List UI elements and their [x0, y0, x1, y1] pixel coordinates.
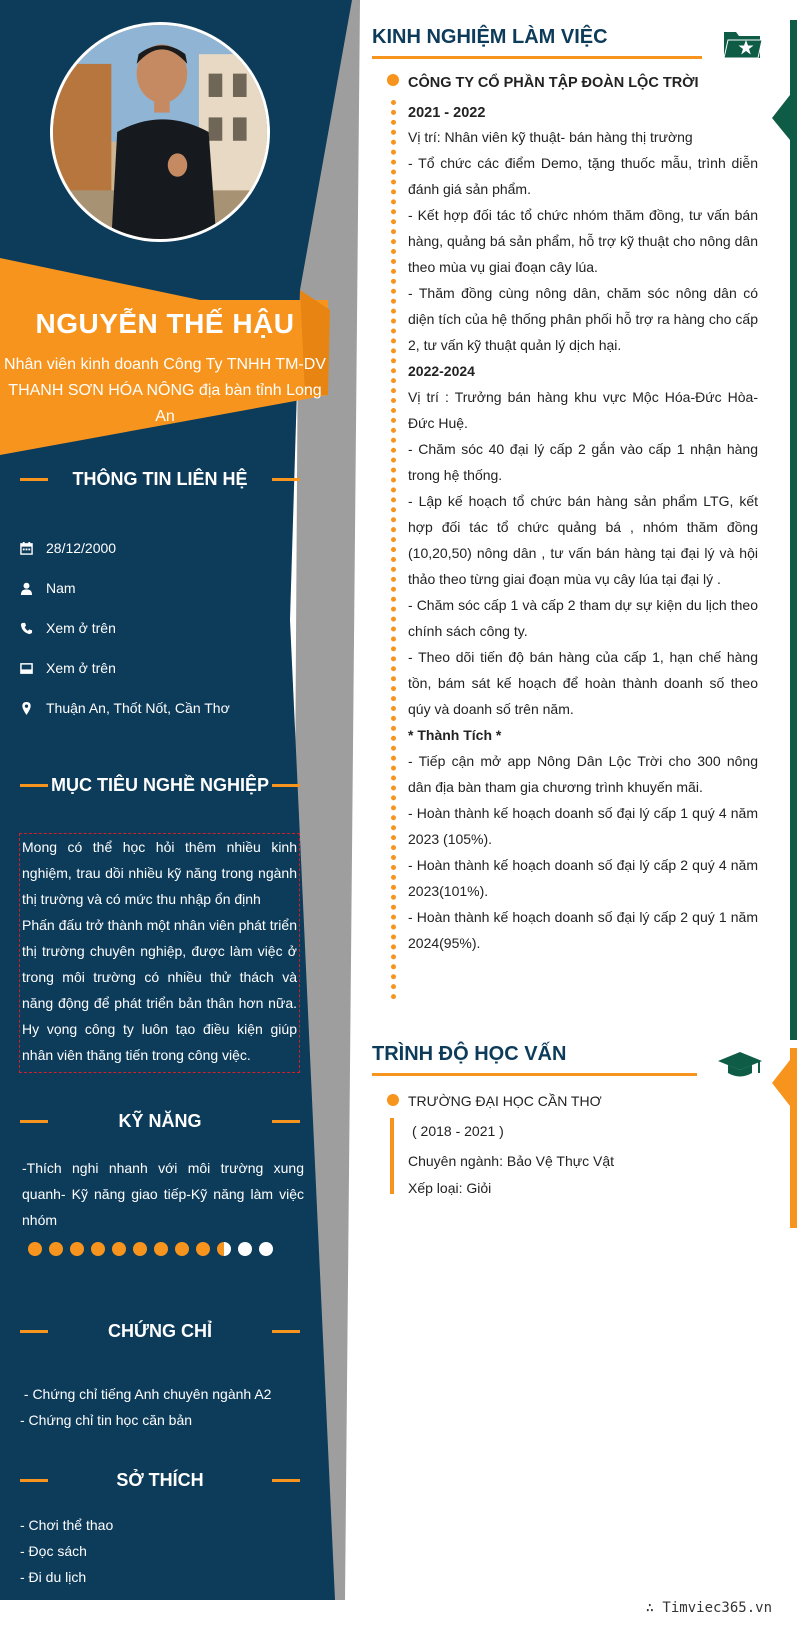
hobby-item: - Chơi thể thao — [20, 1517, 114, 1533]
contact-email — [20, 648, 310, 688]
experience-line: - Theo dõi tiến độ bán hàng của cấp 1, hạn chế hàng tồn, bám sát kế hoạch để hoàn thành doanh số theo qúy và doanh số trên năm. — [408, 649, 758, 717]
header-dash — [20, 784, 48, 787]
job-title: Nhân viên kinh doanh Công Ty TNHH TM-DV THANH SƠN HÓA NÔNG địa bàn tỉnh Long An — [4, 356, 326, 425]
watermark: ∴ Timviec365.vn — [645, 1600, 772, 1616]
folder-star-icon — [722, 26, 762, 62]
skill-dot — [238, 1242, 252, 1256]
education-grade: Xếp loại: Giỏi — [408, 1180, 492, 1196]
skill-dot — [196, 1242, 210, 1256]
company-name: CÔNG TY CỔ PHẦN TẬP ĐOÀN LỘC TRỜI — [408, 75, 699, 91]
objective-title: MỤC TIÊU NGHỀ NGHIỆP — [50, 774, 269, 795]
header-dash — [20, 478, 48, 481]
contact-section-header — [20, 465, 300, 493]
hobbies-title: SỞ THÍCH — [116, 1469, 204, 1490]
contact-address — [20, 688, 310, 728]
skill-dot — [154, 1242, 168, 1256]
contact-gender — [20, 568, 310, 608]
address-text: Thuận An, Thốt Nốt, Cần Thơ — [46, 700, 230, 716]
person-name: NGUYỄN THẾ HẬU — [35, 308, 295, 339]
objective-paragraph-2: Phấn đấu trở thành một nhân viên phát triển thị trường chuyên nghiệp, được làm việc ở trong môi trường có nhiều thử thách và năng động để phát triển bản thân hơn nữa. Hy vọng công ty luôn tạo điều kiện giúp nhân viên thăng tiến trong công việc. — [22, 917, 297, 1063]
location-icon — [20, 700, 46, 716]
hobby-item: - Đi du lịch — [20, 1569, 87, 1585]
profile-photo — [53, 25, 267, 239]
skills-text: -Thích nghi nhanh với môi trường xung quanh- Kỹ năng giao tiếp-Kỹ năng làm việc nhóm — [22, 1160, 304, 1228]
experience-line: Vị trí : Trưởng bán hàng khu vực Mộc Hóa-Đức Hòa- Đức Huệ. — [408, 389, 758, 431]
objective-paragraph-1: Mong có thể học hỏi thêm nhiều kinh nghiệm, trau dồi nhiều kỹ năng trong ngành thị trường và có mức thu nhập ổn định — [22, 839, 297, 907]
education-bullet — [387, 1094, 399, 1106]
skill-dot — [70, 1242, 84, 1256]
birthday-text: 28/12/2000 — [46, 540, 117, 556]
experience-line: - Hoàn thành kế hoạch doanh số đại lý cấp 2 quý 1 năm 2024(95%). — [408, 909, 758, 951]
experience-period: 2021 - 2022 — [408, 105, 486, 121]
education-period: ( 2018 - 2021 ) — [412, 1123, 504, 1139]
experience-line: - Chăm sóc cấp 1 và cấp 2 tham dự sự kiện du lịch theo chính sách công ty. — [408, 597, 758, 639]
skill-dot — [49, 1242, 63, 1256]
hobby-list — [20, 1512, 310, 1590]
education-major: Chuyên ngành: Bảo Vệ Thực Vật — [408, 1153, 615, 1169]
header-dash — [272, 1330, 300, 1333]
experience-line: - Kết hợp đối tác tổ chức nhóm thăm đồng, tư vấn bán hàng, quảng bá sản phẩm, hỗ trợ kỹ thuật cho nông dân theo mùa vụ giai đoạn cây lúa. — [408, 207, 758, 275]
header-dash — [272, 784, 300, 787]
experience-title: KINH NGHIỆM LÀM VIỆC — [372, 26, 608, 48]
skill-dot — [28, 1242, 42, 1256]
skill-dot — [217, 1242, 231, 1256]
header-dash — [20, 1120, 48, 1123]
skill-dot — [133, 1242, 147, 1256]
contact-title: THÔNG TIN LIÊN HỆ — [72, 468, 248, 489]
header-dash — [20, 1479, 48, 1482]
contact-phone — [20, 608, 310, 648]
graduation-cap-icon — [718, 1050, 762, 1080]
experience-line: - Tổ chức các điểm Demo, tặng thuốc mẫu, trình diễn đánh giá sản phẩm. — [408, 155, 758, 197]
experience-line: Vị trí: Nhân viên kỹ thuật- bán hàng thị trường — [408, 129, 693, 145]
experience-line: - Chăm sóc 40 đại lý cấp 2 gắn vào cấp 1 nhận hàng trong hệ thống. — [408, 441, 758, 483]
education-underline — [372, 1073, 697, 1076]
experience-line: - Hoàn thành kế hoạch doanh số đại lý cấp 2 quý 4 năm 2023(101%). — [408, 857, 758, 899]
experience-line: - Thăm đồng cùng nông dân, chăm sóc nông dân có diện tích của hệ thống phân phối hỗ trợ ra hàng cho cấp 2, tư vấn kỹ thuật quản lý dịch hại. — [408, 285, 758, 353]
person-icon — [20, 580, 46, 596]
certificates-section-header — [20, 1317, 300, 1345]
skill-dot — [259, 1242, 273, 1256]
avatar — [50, 22, 270, 242]
email-text: Xem ở trên — [46, 660, 116, 676]
phone-icon — [20, 620, 46, 636]
experience-line: - Lập kế hoạch tổ chức bán hàng sản phẩm LTG, kết hợp đối tác tổ chức quảng bá , nhóm thăm đồng (10,20,50) nông dân , tư vấn bán hàng tại đại lý và hội thảo theo từng giai đoạn mùa vụ cây lúa tại đại lý . — [408, 493, 758, 587]
certificate-item: - Chứng chỉ tin học căn bản — [20, 1412, 193, 1428]
calendar-icon — [20, 540, 46, 556]
skill-dot — [175, 1242, 189, 1256]
school-name: TRƯỜNG ĐẠI HỌC CẦN THƠ — [408, 1093, 602, 1109]
certificate-list — [20, 1381, 310, 1433]
education-timeline — [390, 1118, 394, 1194]
experience-line: - Tiếp cận mở app Nông Dân Lộc Trời cho 300 nông dân địa bàn tham gia chương trình khuyến mãi. — [408, 753, 758, 795]
contact-list — [20, 528, 310, 728]
header-dash — [272, 1120, 300, 1123]
certificates-title: CHỨNG CHỈ — [108, 1320, 212, 1341]
experience-timeline — [391, 100, 396, 1000]
certificate-item: - Chứng chỉ tiếng Anh chuyên ngành A2 — [20, 1386, 272, 1402]
header-dash — [20, 1330, 48, 1333]
experience-block — [408, 75, 758, 956]
skills-title: KỸ NĂNG — [118, 1110, 202, 1131]
experience-underline — [372, 56, 702, 59]
experience-lines — [408, 124, 758, 956]
left-column — [0, 0, 330, 1625]
gender-text: Nam — [46, 580, 76, 596]
skill-dot — [112, 1242, 126, 1256]
phone-text: Xem ở trên — [46, 620, 116, 636]
skill-rating — [28, 1242, 273, 1256]
experience-line: 2022-2024 — [408, 363, 475, 379]
skills-section-header — [20, 1107, 300, 1135]
experience-line: * Thành Tích * — [408, 727, 502, 743]
objective-text-box — [19, 833, 300, 1073]
experience-line: - Hoàn thành kế hoạch doanh số đại lý cấp 1 quý 4 năm 2023 (105%). — [408, 805, 758, 847]
experience-bullet — [387, 74, 399, 86]
hobbies-section-header — [20, 1466, 300, 1494]
email-icon — [20, 660, 46, 676]
education-title: TRÌNH ĐỘ HỌC VẤN — [372, 1043, 567, 1065]
contact-birthday — [20, 528, 310, 568]
header-dash — [272, 478, 300, 481]
skill-dot — [91, 1242, 105, 1256]
hobby-item: - Đọc sách — [20, 1543, 87, 1559]
objective-section-header — [20, 771, 300, 799]
header-dash — [272, 1479, 300, 1482]
